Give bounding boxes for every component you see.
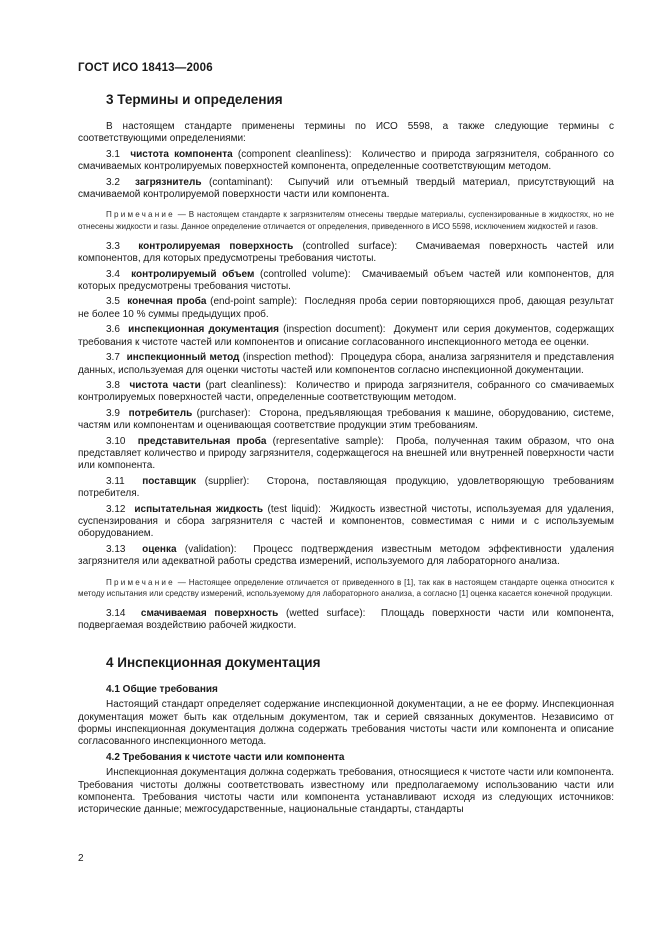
term-3-12: 3.12 испытательная жидкость (test liquid): Жидкость известной чистоты, используемая для удаления, суспензирования и сбора загрязнителя с частей и компонентов, совместимая с ними и с используемым оборудованием.: [78, 503, 615, 540]
term-3-14: 3.14 смачиваемая поверхность (wetted surface): Площадь поверхности части или компонента, подвергаемая воздействию рабочей жидкости.: [78, 608, 615, 632]
section-4-title: 4 Инспекционная документация: [106, 654, 321, 670]
term-3-11: 3.11 поставщик (supplier): Сторона, поставляющая продукцию, удовлетворяющую требованиям потребителя.: [78, 475, 615, 500]
term-3-8: 3.8 чистота части (part cleanliness): Количество и природа загрязнителя, собранного со смачиваемых контролируемых поверхностей части, определенные соответствующим методом.: [78, 379, 615, 404]
subsection-4-2-text: Инспекционная документация должна содержать требования, относящиеся к чистоте части или компонента. Требования чистоты должны соответствовать известному или предполагаемому использованию части или компонента. Требования чистоты части или компонента устанавливают исходя из следующих источников: исторические данные; межгосударственные, национальные стандарты, стандарты: [78, 767, 614, 816]
term-name: оценка: [142, 543, 177, 555]
document-page: [78, 62, 614, 817]
term-name: смачиваемая поверхность: [140, 608, 279, 619]
term-3-6: 3.6 инспекционная документация (inspection document): Документ или серия документов, содержащих требования к чистоте частей или компонентов и описание согласованного инспекционного метода ее оценки.: [78, 324, 615, 348]
note-1: Примечание — В настоящем стандарте к загрязнителям отнесены твердые материалы, суспензированные в жидкостях, но не отнесены жидкости и газы. Данное определение отличается от определения, приведенного в ИСО 5598, исключением жидкостей и газов.: [78, 210, 614, 231]
page-number: 2: [78, 853, 84, 864]
term-name: инспекционная документация: [128, 324, 279, 336]
term-3-2: 3.2 загрязнитель (contaminant): Сыпучий или отъемный твердый материал, присутствующий на смачиваемой контролируемой поверхности части или компонента.: [78, 176, 614, 201]
term-3-13: 3.13 оценка (validation): Процесс подтверждения известным методом эффективности удаления загрязнителя или адекватной работы средства измерений, используемого для лабораторного анализа.: [78, 543, 614, 568]
term-3-3: 3.3 контролируемая поверхность (controlled surface): Смачиваемая поверхность частей или компонентов, для которых предусмотрены требования чистоты.: [78, 240, 615, 265]
term-name: представительная проба: [137, 435, 267, 447]
section-3-title: 3 Термины и определения: [106, 92, 283, 107]
note-label: Примечание: [106, 577, 175, 587]
term-name: чистота части: [129, 379, 201, 391]
term-name: инспекционный метод: [126, 352, 240, 364]
term-3-5: 3.5 конечная проба (end-point sample): Последняя проба серии повторяющихся проб, дающая результат не более 10 % суммы предыдущих проб.: [78, 296, 615, 320]
term-3-4: 3.4 контролируемый объем (controlled volume): Смачиваемый объем частей или компонентов, для которых предусмотрены требования чистоты.: [78, 268, 614, 293]
note-label: Примечание: [106, 210, 175, 220]
term-3-7: 3.7 инспекционный метод (inspection method): Процедура сбора, анализа загрязнителя и представления данных, используемая для оценки чистоты частей или компонентов согласно инспекционной документации.: [78, 352, 614, 376]
term-name: контролируемая поверхность: [138, 240, 294, 252]
term-3-1: 3.1 чистота компонента (component cleanliness): Количество и природа загрязнителя, собранного со смачиваемых контролируемых поверхностей компонента, определенные соответствующим методом.: [78, 148, 615, 173]
subsection-4-2-title: 4.2 Требования к чистоте части или компонента: [106, 751, 345, 763]
term-name: загрязнитель: [135, 176, 202, 188]
document-header: ГОСТ ИСО 18413—2006: [78, 62, 213, 74]
term-3-10: 3.10 представительная проба (representative sample): Проба, полученная таким образом, что она представляет количество и природу загрязнителя, содержащегося на внешней или внутренней поверхности части или компонента.: [78, 435, 615, 472]
term-name: конечная проба: [127, 296, 207, 308]
term-name: контролируемый объем: [131, 268, 255, 280]
term-name: чистота компонента: [130, 148, 233, 160]
section-3-intro: В настоящем стандарте применены термины по ИСО 5598, а также следующие термины с соответствующими определениями:: [78, 121, 614, 145]
term-3-9: 3.9 потребитель (purchaser): Сторона, предъявляющая требования к машине, оборудованию, системе, частям или компонентам и оценивающая соответствие продукции этим требованиям.: [78, 407, 615, 432]
term-name: поставщик: [142, 475, 197, 487]
subsection-4-1-title: 4.1 Общие требования: [106, 683, 218, 695]
note-2: Примечание — Настоящее определение отличается от приведенного в [1], так как в настоящем стандарте оценка относится к методу испытания или средству измерений, используемому для лабораторного анализа, а согласно [1] оценка касается конечной продукции.: [78, 577, 615, 598]
subsection-4-1-text: Настоящий стандарт определяет содержание инспекционной документации, а не ее форму. Инспекционная документация может быть как отдельным документом, так и серией связанных документов. Независимо от формы инспекционная документация должна содержать требования чистоты части или компонента и описание согласованного инспекционного метода.: [78, 699, 614, 748]
term-name: испытательная жидкость: [134, 503, 264, 515]
term-name: потребитель: [128, 407, 193, 419]
